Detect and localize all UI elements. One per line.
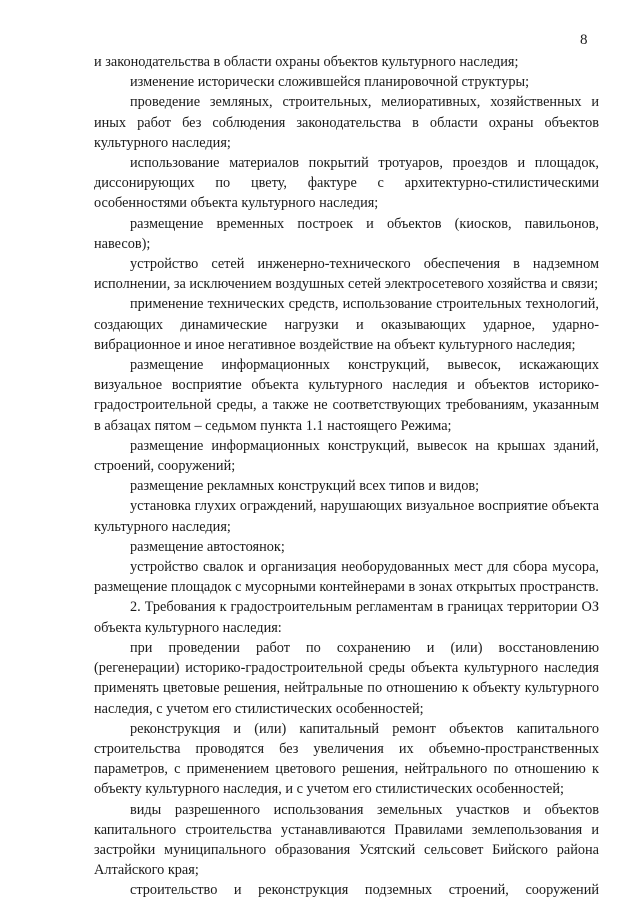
paragraph: при проведении работ по сохранению и (или) восстановлению (регенерации) историко-градостроительной среды объекта культурного наследия применять цветовые решения, нейтральные по отношению к объекту культурного наследия, с учетом его стилистических особенностей; (94, 639, 599, 717)
page-number: 8 (580, 32, 588, 48)
paragraph: виды разрешенного использования земельных участков и объектов капитального строительства устанавливаются Правилами землепользования и застройки муниципального образования Усятский сельсовет Бийского района Алтайского края; (94, 801, 599, 879)
document-body (94, 52, 599, 901)
paragraph: размещение информационных конструкций, вывесок, искажающих визуальное восприятие объекта культурного наследия и объектов историко-градостроительной среды, а также не соответствующих требованиям, указанным в абзацах пятом – седьмом пункта 1.1 настоящего Режима; (94, 357, 599, 434)
paragraph: установка глухих ограждений, нарушающих визуальное восприятие объекта культурного наследия; (94, 498, 599, 535)
paragraph: 2. Требования к градостроительным регламентам в границах территории ОЗ объекта культурного наследия: (94, 599, 599, 636)
paragraph: размещение рекламных конструкций всех типов и видов; (130, 478, 480, 495)
paragraph: применение технических средств, использование строительных технологий, создающих динамические нагрузки и оказывающих ударное, ударно-вибрационное и иное негативное воздействие на объект культурного наследия; (94, 296, 599, 353)
paragraph: изменение исторически сложившейся планировочной структуры; (130, 74, 530, 91)
paragraph: использование материалов покрытий тротуаров, проездов и площадок, диссонирующих по цвету, фактуре с архитектурно-стилистическими особенностями объекта культурного наследия; (94, 155, 599, 212)
paragraph: размещение временных построек и объектов (киосков, павильонов, навесов); (94, 215, 599, 252)
paragraph: проведение земляных, строительных, мелиоративных, хозяйственных и иных работ без соблюдения законодательства в области охраны объектов культурного наследия; (94, 94, 599, 151)
paragraph: строительство и реконструкция подземных строений, сооружений (130, 882, 599, 899)
paragraph: устройство сетей инженерно-технического обеспечения в надземном исполнении, за исключением воздушных сетей электросетевого хозяйства и связи; (94, 256, 599, 293)
paragraph: устройство свалок и организация необорудованных мест для сбора мусора, размещение площадок с мусорными контейнерами в зонах открытых пространств. (94, 559, 599, 596)
paragraph: размещение информационных конструкций, вывесок на крышах зданий, строений, сооружений; (94, 437, 599, 475)
paragraph: реконструкция и (или) капитальный ремонт объектов капитального строительства проводятся без увеличения их объемно-пространственных параметров, с применением цветового решения, нейтрального по отношению к объекту культурного наследия, и с учетом его стилистических особенностей; (94, 720, 599, 798)
paragraph: размещение автостоянок; (130, 538, 285, 555)
paragraph: и законодательства в области охраны объектов культурного наследия; (94, 54, 519, 70)
